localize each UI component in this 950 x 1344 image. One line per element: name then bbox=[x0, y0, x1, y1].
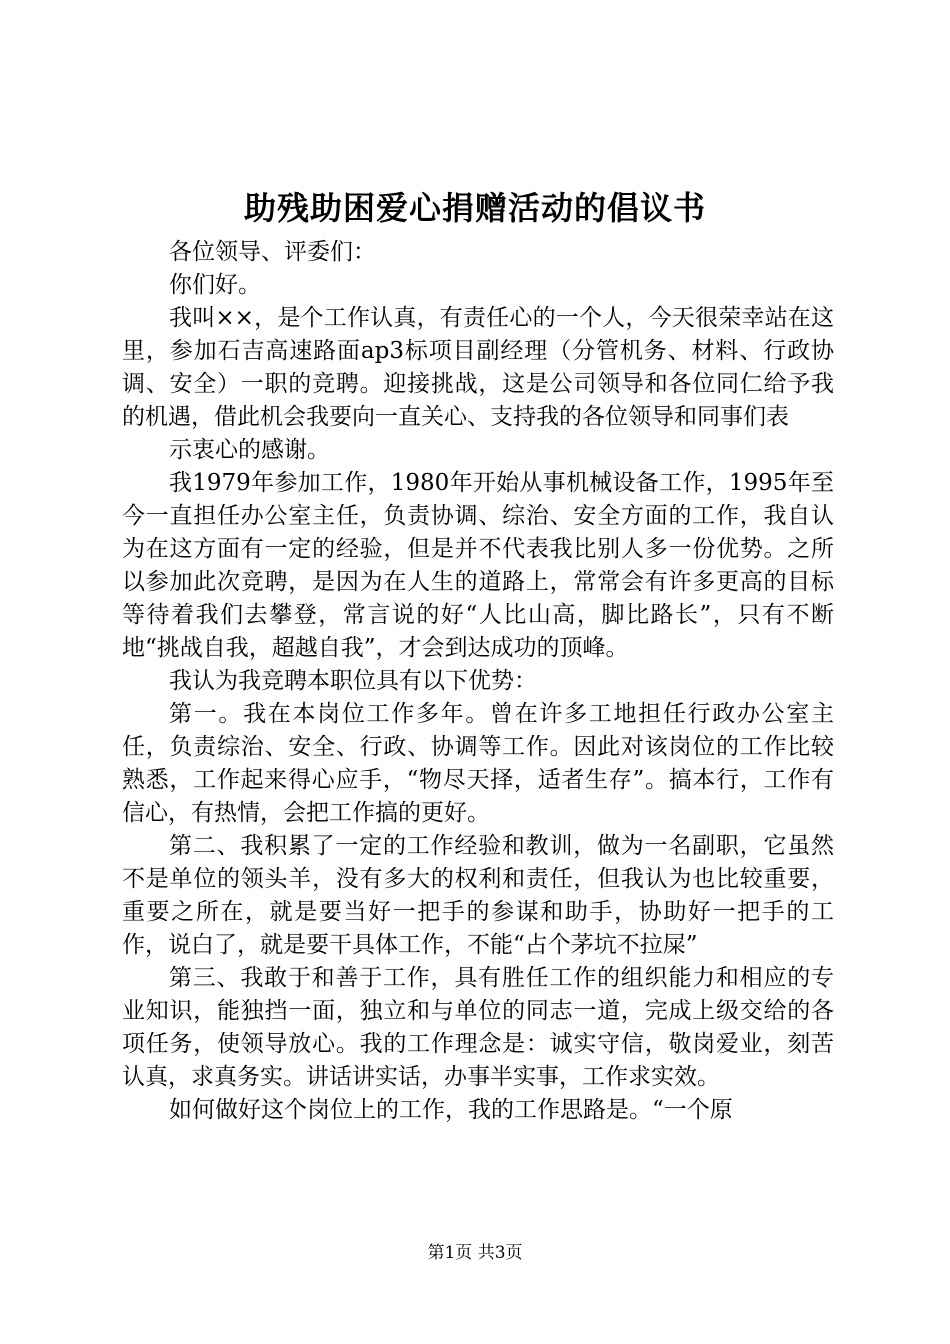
paragraph-work-approach: 如何做好这个岗位上的工作，我的工作思路是。“一个原 bbox=[169, 1097, 733, 1123]
paragraph-advantages-intro: 我认为我竞聘本职位具有以下优势： bbox=[169, 668, 537, 694]
paragraph-advantage-one: 第一。我在本岗位工作多年。曾在许多工地担任行政办公室主任，负责综治、安全、行政、协调等工作。因此对该岗位的工作比较熟悉，工作起来得心应手，“物尽天择，适者生存”。搞本行，工作有信心，有热情，会把工作搞的更好。 bbox=[122, 701, 834, 826]
paragraph-experience: 我1979年参加工作，1980年开始从事机械设备工作，1995年至今一直担任办公室主任，负责协调、综治、安全方面的工作，我自认为在这方面有一定的经验，但是并不代表我比别人多一份优势。之所以参加此次竞聘，是因为在人生的道路上，常常会有许多更高的目标等待着我们去攀登，常言说的好“人比山高，脚比路长”，只有不断地“挑战自我，超越自我”，才会到达成功的顶峰。 bbox=[122, 470, 834, 661]
paragraph-greeting: 各位领导、评委们： bbox=[169, 239, 376, 265]
paragraph-thanks: 示衷心的感谢。 bbox=[169, 437, 330, 463]
paragraph-introduction: 我叫××，是个工作认真，有责任心的一个人，今天很荣幸站在这里，参加石吉高速路面ap3标项目副经理（分管机务、材料、行政协调、安全）一职的竞聘。迎接挑战，这是公司领导和各位同仁给予我的机遇，借此机会我要向一直关心、支持我的各位领导和同事们表 bbox=[122, 305, 834, 430]
paragraph-hello: 你们好。 bbox=[169, 272, 261, 298]
page-number-footer: 第1页 共3页 bbox=[427, 1243, 523, 1263]
document-body bbox=[122, 236, 834, 1127]
document-title: 助残助困爱心捐赠活动的倡议书 bbox=[243, 189, 706, 227]
paragraph-advantage-two: 第二、我积累了一定的工作经验和教训，做为一名副职，它虽然不是单位的领头羊，没有多大的权利和责任，但我认为也比较重要，重要之所在，就是要当好一把手的参谋和助手，协助好一把手的工作，说白了，就是要干具体工作，不能“占个茅坑不拉屎” bbox=[122, 833, 834, 958]
paragraph-advantage-three: 第三、我敢于和善于工作，具有胜任工作的组织能力和相应的专业知识，能独挡一面，独立和与单位的同志一道，完成上级交给的各项任务，使领导放心。我的工作理念是：诚实守信，敬岗爱业，刻苦认真，求真务实。讲话讲实话，办事半实事，工作求实效。 bbox=[122, 965, 834, 1090]
